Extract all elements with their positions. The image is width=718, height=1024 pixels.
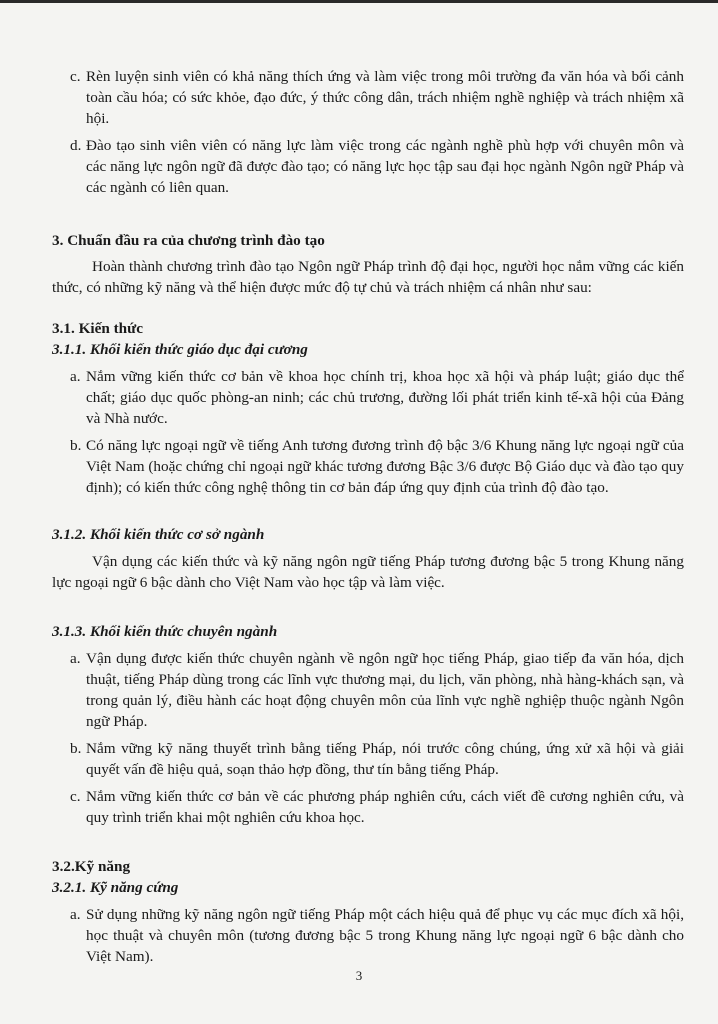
list-marker: c. [70, 68, 81, 85]
list-item [52, 66, 684, 129]
list-item-text: Vận dụng được kiến thức chuyên ngành về ngôn ngữ học tiếng Pháp, giao tiếp đa văn hóa, dịch thuật, tiếng Pháp dùng trong các lĩnh vực thương mại, du lịch, văn phòng, nhà hàng-khách sạn, và trong quản lý, điều hành các hoạt động chuyên môn của lĩnh vực nghề nghiệp thuộc ngành Ngôn ngữ Pháp. [86, 650, 684, 730]
list-item-text: Nắm vững kỹ năng thuyết trình bằng tiếng Pháp, nói trước công chúng, ứng xử xã hội và giải quyết vấn đề hiệu quả, soạn thảo hợp đồng, thư tín bằng tiếng Pháp. [86, 740, 684, 778]
list-item [52, 135, 684, 198]
paragraph [52, 551, 684, 593]
paragraph-text: Vận dụng các kiến thức và kỹ năng ngôn ngữ tiếng Pháp tương đương bậc 5 trong Khung năng lực ngoại ngữ 6 bậc dành cho Việt Nam vào học tập và làm việc. [52, 553, 684, 591]
list-item [52, 786, 684, 828]
list-marker: c. [70, 788, 81, 805]
top-border [0, 0, 718, 3]
list-item [52, 904, 684, 967]
page-number: 3 [355, 968, 363, 983]
paragraph [52, 256, 684, 298]
paragraph-text: Hoàn thành chương trình đào tạo Ngôn ngữ Pháp trình độ đại học, người học nắm vững các kiến thức, có những kỹ năng và thể hiện được mức độ tự chủ và trách nhiệm cá nhân như sau: [52, 258, 684, 296]
list-item-text: Có năng lực ngoại ngữ về tiếng Anh tương đương trình độ bậc 3/6 Khung năng lực ngoại ngữ của Việt Nam (hoặc chứng chỉ ngoại ngữ khác tương đương Bậc 3/6 được Bộ Giáo dục và đào tạo quy định); có kiến thức công nghệ thông tin cơ bản đáp ứng quy định của trình độ đào tạo. [86, 437, 684, 496]
subsection-heading: 3.2.1. Kỹ năng cứng [52, 879, 179, 896]
list-marker: a. [70, 906, 81, 923]
list-item [52, 738, 684, 780]
list-item-text: Sử dụng những kỹ năng ngôn ngữ tiếng Pháp một cách hiệu quả để phục vụ các mục đích xã hội, học thuật và chuyên môn (tương đương bậc 5 trong Khung năng lực ngoại ngữ 6 bậc dành cho Việt Nam). [86, 906, 684, 965]
subsection-heading: 3.1.3. Khối kiến thức chuyên ngành [52, 623, 278, 640]
list-item-text: Nắm vững kiến thức cơ bản về khoa học chính trị, khoa học xã hội và pháp luật; giáo dục thể chất; giáo dục quốc phòng-an ninh; các chủ trương, đường lối phát triển kinh tế-xã hội của Đảng và Nhà nước. [86, 368, 684, 427]
list-item-text: Nắm vững kiến thức cơ bản về các phương pháp nghiên cứu, cách viết đề cương nghiên cứu, và quy trình triển khai một nghiên cứu khoa học. [86, 788, 684, 826]
list-marker: b. [70, 437, 82, 454]
list-item [52, 366, 684, 429]
list-marker: a. [70, 650, 81, 667]
section-heading: 3.2.Kỹ năng [52, 858, 131, 875]
section-heading: 3. Chuẩn đầu ra của chương trình đào tạo [52, 232, 325, 249]
list-item-text: Rèn luyện sinh viên có khả năng thích ứng và làm việc trong môi trường đa văn hóa và bối cảnh toàn cầu hóa; có sức khỏe, đạo đức, ý thức công dân, trách nhiệm nghề nghiệp và trách nhiệm xã hội. [86, 68, 684, 127]
page-content [52, 66, 684, 967]
list-marker: d. [70, 137, 82, 154]
section-heading: 3.1. Kiến thức [52, 320, 143, 337]
list-item-text: Đào tạo sinh viên viên có năng lực làm việc trong các ngành nghề phù hợp với chuyên môn và các năng lực ngôn ngữ đã được đào tạo; có năng lực học tập sau đại học ngành Ngôn ngữ Pháp và các ngành có liên quan. [86, 137, 684, 196]
list-marker: b. [70, 740, 82, 757]
list-item [52, 648, 684, 732]
subsection-heading: 3.1.1. Khối kiến thức giáo dục đại cương [52, 341, 308, 358]
list-marker: a. [70, 368, 81, 385]
list-item [52, 435, 684, 498]
subsection-heading: 3.1.2. Khối kiến thức cơ sở ngành [52, 526, 265, 543]
